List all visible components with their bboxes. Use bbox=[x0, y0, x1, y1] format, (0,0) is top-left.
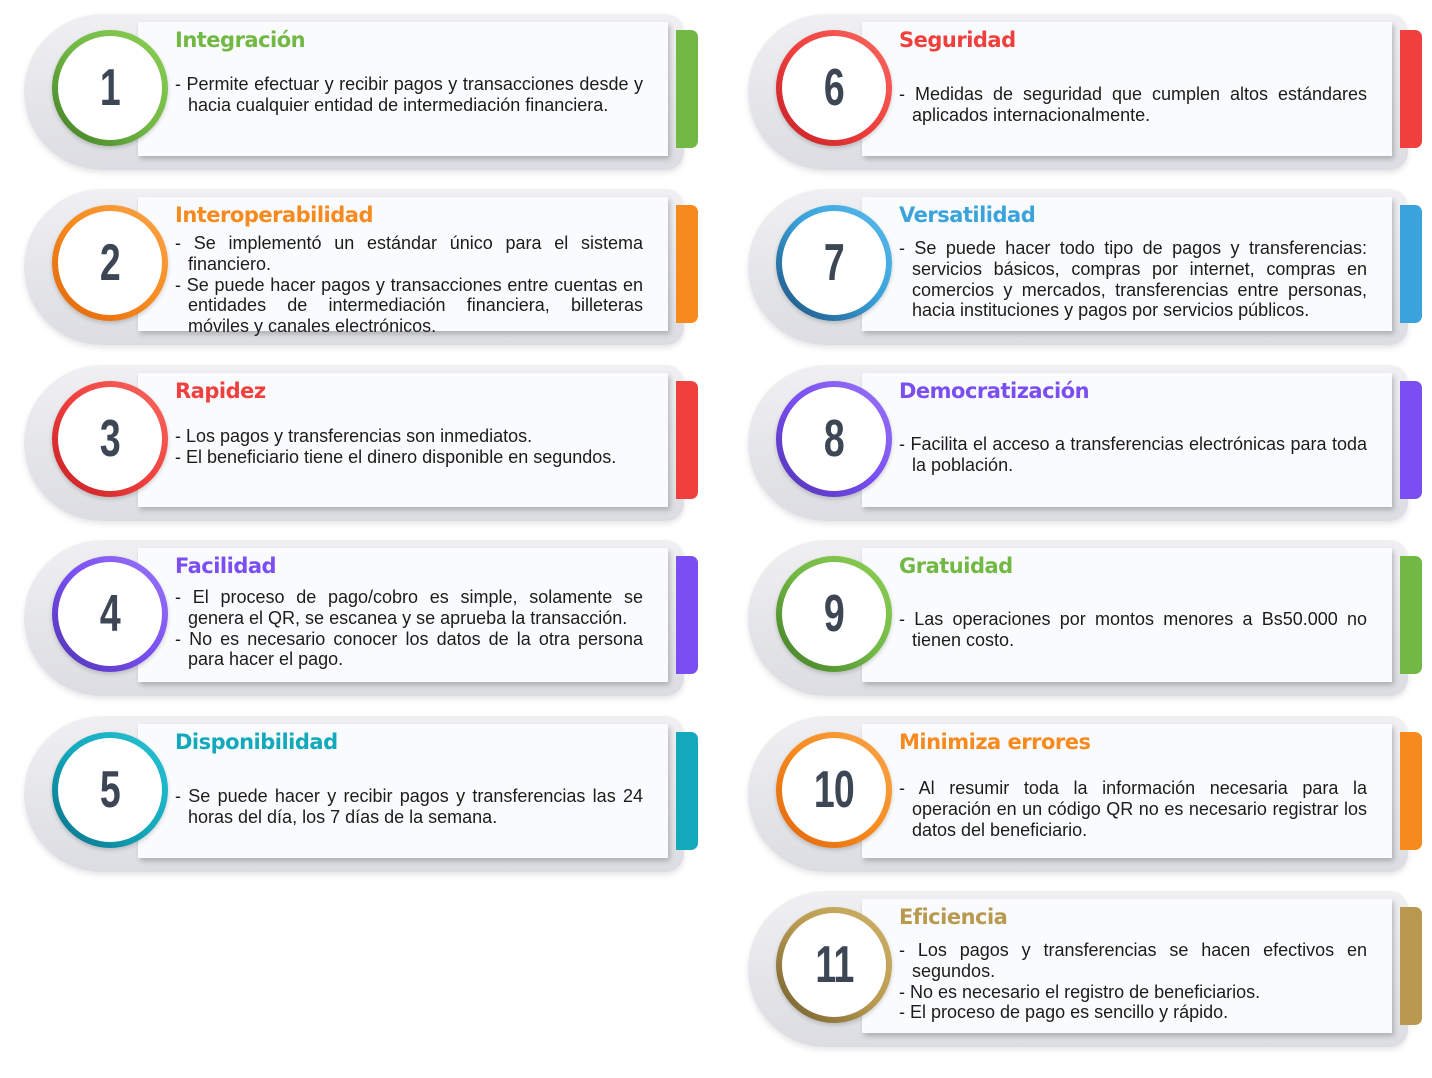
number-ring-inner bbox=[782, 211, 886, 315]
feature-title: Integración bbox=[175, 28, 306, 52]
feature-card-7 bbox=[748, 189, 1424, 345]
feature-bullet: - Se puede hacer todo tipo de pagos y transferencias: servicios básicos, compras por internet, compras en comercios y mercados, transferencias entre personas, hacia instituciones y pagos por servicios públicos. bbox=[899, 238, 1367, 321]
feature-bullet: - Se puede hacer y recibir pagos y transferencias las 24 horas del día, los 7 días de la semana. bbox=[175, 786, 643, 827]
feature-title: Gratuidad bbox=[899, 554, 1013, 578]
card-color-tab bbox=[676, 381, 698, 499]
feature-description bbox=[175, 233, 643, 337]
feature-title: Seguridad bbox=[899, 28, 1016, 52]
number-ring bbox=[52, 381, 168, 497]
card-color-tab bbox=[1400, 205, 1422, 323]
feature-number: 8 bbox=[823, 410, 845, 468]
feature-description bbox=[899, 778, 1367, 840]
feature-number: 11 bbox=[814, 936, 854, 994]
card-color-tab bbox=[676, 30, 698, 148]
feature-bullet: - No es necesario el registro de beneficiarios. bbox=[899, 981, 1261, 1002]
feature-number: 9 bbox=[823, 585, 845, 643]
number-ring-inner bbox=[782, 562, 886, 666]
number-ring bbox=[52, 556, 168, 672]
number-ring-inner bbox=[782, 738, 886, 842]
feature-bullet: - Se implementó un estándar único para el sistema financiero. bbox=[175, 233, 643, 274]
number-ring bbox=[776, 556, 892, 672]
number-ring bbox=[52, 30, 168, 146]
number-ring-inner bbox=[782, 913, 886, 1017]
feature-description bbox=[899, 434, 1367, 476]
feature-bullet: - Permite efectuar y recibir pagos y transacciones desde y hacia cualquier entidad de intermediación financiera. bbox=[175, 74, 643, 115]
feature-title: Disponibilidad bbox=[175, 730, 338, 754]
feature-card-8 bbox=[748, 365, 1424, 521]
feature-bullet: - Medidas de seguridad que cumplen altos estándares aplicados internacionalmente. bbox=[899, 84, 1367, 125]
feature-bullet: - El proceso de pago es sencillo y rápido. bbox=[899, 1002, 1229, 1023]
number-ring-inner bbox=[58, 211, 162, 315]
number-ring bbox=[52, 732, 168, 848]
feature-description bbox=[899, 84, 1367, 126]
feature-number: 5 bbox=[99, 761, 121, 819]
feature-bullet: - No es necesario conocer los datos de la otra persona para hacer el pago. bbox=[175, 628, 643, 670]
number-ring bbox=[52, 205, 168, 321]
feature-card-3 bbox=[24, 365, 700, 521]
feature-title: Facilidad bbox=[175, 554, 277, 578]
feature-title: Eficiencia bbox=[899, 905, 1008, 929]
feature-number: 3 bbox=[99, 410, 121, 468]
number-ring-inner bbox=[782, 387, 886, 491]
feature-card-2 bbox=[24, 189, 700, 345]
feature-description bbox=[899, 609, 1367, 651]
card-color-tab bbox=[1400, 381, 1422, 499]
card-color-tab bbox=[1400, 30, 1422, 148]
feature-bullet: - Las operaciones por montos menores a Bs50.000 no tienen costo. bbox=[899, 609, 1367, 650]
card-color-tab bbox=[1400, 732, 1422, 850]
card-color-tab bbox=[676, 556, 698, 674]
feature-number: 7 bbox=[823, 234, 845, 292]
number-ring bbox=[776, 732, 892, 848]
number-ring-inner bbox=[58, 36, 162, 140]
feature-number: 6 bbox=[823, 59, 845, 117]
feature-description bbox=[175, 426, 643, 468]
feature-bullet: - El proceso de pago/cobro es simple, solamente se genera el QR, se escanea y se aprueba la transacción. bbox=[175, 587, 643, 628]
feature-description bbox=[899, 238, 1367, 321]
feature-card-5 bbox=[24, 716, 700, 872]
feature-title: Versatilidad bbox=[899, 203, 1036, 227]
feature-number: 2 bbox=[99, 234, 121, 292]
card-color-tab bbox=[1400, 907, 1422, 1025]
number-ring bbox=[776, 907, 892, 1023]
feature-bullet: - Facilita el acceso a transferencias electrónicas para toda la población. bbox=[899, 434, 1367, 475]
card-color-tab bbox=[676, 732, 698, 850]
feature-bullet: - Al resumir toda la información necesaria para la operación en un código QR no es necesario registrar los datos del beneficiario. bbox=[899, 778, 1367, 840]
feature-description bbox=[899, 940, 1367, 1023]
feature-title: Interoperabilidad bbox=[175, 203, 373, 227]
feature-number: 1 bbox=[99, 59, 121, 117]
feature-card-4 bbox=[24, 540, 700, 696]
feature-number: 4 bbox=[99, 585, 121, 643]
feature-card-11 bbox=[748, 891, 1424, 1047]
feature-card-1 bbox=[24, 14, 700, 170]
feature-title: Minimiza errores bbox=[899, 730, 1091, 754]
feature-title: Rapidez bbox=[175, 379, 266, 403]
number-ring-inner bbox=[58, 387, 162, 491]
number-ring-inner bbox=[58, 738, 162, 842]
feature-description bbox=[175, 786, 643, 828]
feature-number: 10 bbox=[813, 761, 855, 819]
feature-bullet: - Los pagos y transferencias se hacen efectivos en segundos. bbox=[899, 940, 1367, 981]
feature-card-9 bbox=[748, 540, 1424, 696]
feature-title: Democratización bbox=[899, 379, 1090, 403]
feature-card-6 bbox=[748, 14, 1424, 170]
number-ring-inner bbox=[58, 562, 162, 666]
number-ring-inner bbox=[782, 36, 886, 140]
card-color-tab bbox=[1400, 556, 1422, 674]
feature-description bbox=[175, 74, 643, 116]
number-ring bbox=[776, 205, 892, 321]
feature-bullet: - Los pagos y transferencias son inmediatos. bbox=[175, 426, 533, 446]
feature-bullet: - El beneficiario tiene el dinero disponible en segundos. bbox=[175, 446, 617, 467]
feature-bullet: - Se puede hacer pagos y transacciones entre cuentas en entidades de intermediación financiera, billeteras móviles y canales electrónicos. bbox=[175, 274, 643, 337]
number-ring bbox=[776, 30, 892, 146]
feature-card-10 bbox=[748, 716, 1424, 872]
feature-description bbox=[175, 587, 643, 670]
number-ring bbox=[776, 381, 892, 497]
card-color-tab bbox=[676, 205, 698, 323]
